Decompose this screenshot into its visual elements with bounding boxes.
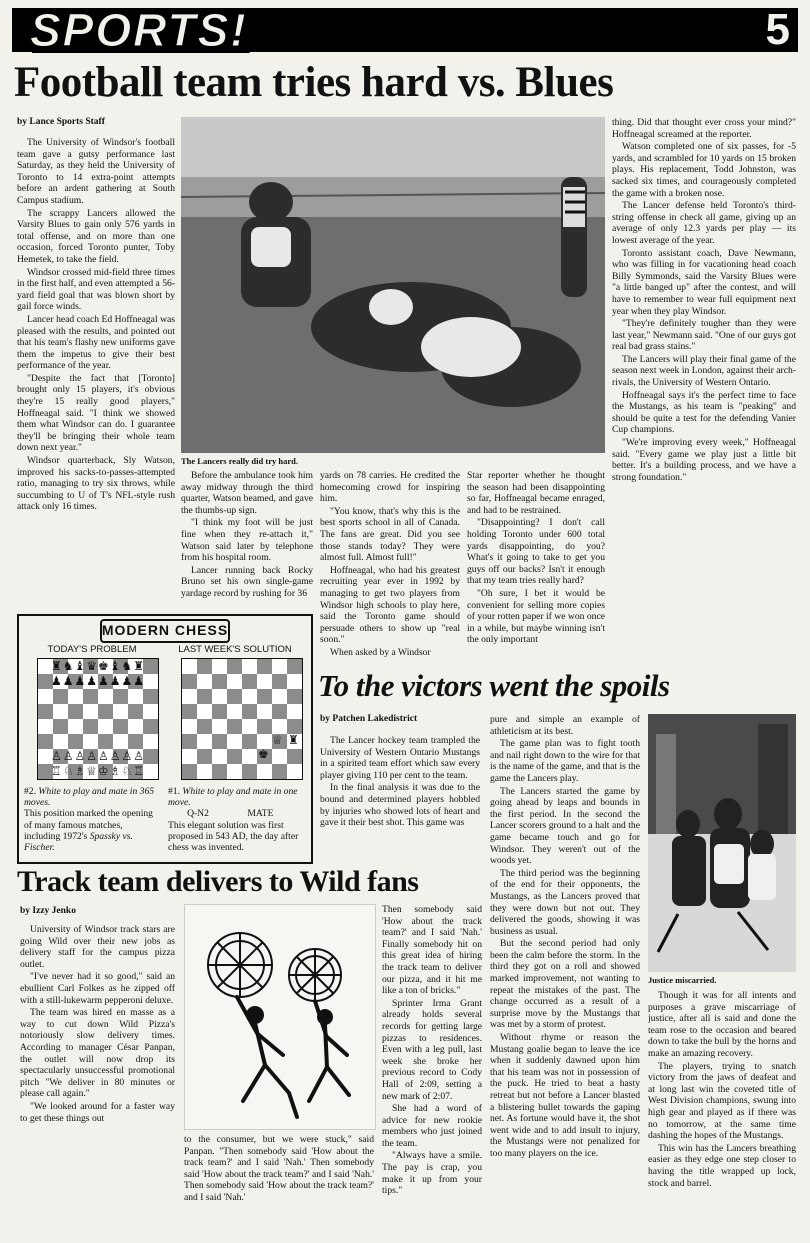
paragraph: "You know, that's why this is the best sports school in all of Canada. The fans are great. Did you see those stands today? They were almost full. Almost full!" <box>320 505 460 564</box>
solution-statement: White to play and mate in one move. <box>168 786 298 809</box>
paragraph: yards on 78 carries. He credited the homecoming crowd for inspiring him. <box>320 470 460 505</box>
paragraph: Though it was for all intents and purposes a grave miscarriage of justice, after all is said and done the team rose to the occasion and beared down to take the bull by the horns and make an amazing recovery. <box>648 990 796 1059</box>
solution-mate: MATE <box>247 808 274 820</box>
section-title: SPORTS! <box>30 4 248 56</box>
last-week-label: LAST WEEK'S SOLUTION <box>178 644 292 655</box>
white-pawns: ♙♙♙♙♙♙♙♙ <box>50 749 146 763</box>
paragraph: The game plan was to fight tooth and nail right down to the wire for that is the name of the game, and that is the game the Lancers play. <box>490 738 640 784</box>
hockey-photo-caption: Justice miscarried. <box>648 975 717 985</box>
paragraph: The University of Windsor's football team gave a gutsy performance last Saturday, as they held the University of Toronto to 14 extra-point attempts before an ardent gathering at South Campus stadium. <box>17 137 175 206</box>
paragraph: "Oh sure, I bet it would be convenient for selling more copies of your rotten paper if we won once in a while, but maybe winning isn't the only important <box>467 587 605 646</box>
paragraph: This win has the Lancers breathing easier as they edge one step closer to having the title wrapped up lock, stock and barrel. <box>648 1142 796 1189</box>
problem-statement: White to play and mate in 365 moves. <box>24 786 155 809</box>
hockey-photo-illustration <box>648 714 796 972</box>
paragraph: She had a word of advice for new rookie members who just joined the team. <box>382 1103 482 1149</box>
solution-note: This elegant solution was first proposed in 543 AD, the day after chess was invented. <box>168 819 299 854</box>
paragraph: The scrappy Lancers allowed the Varsity Blues to gain only 576 yards in total offense, and on more than one occasion, forced Toronto punter, Toby Hemetek, to take the field. <box>17 207 175 265</box>
paragraph: Then somebody said 'How about the track team?' and I said 'Nah.' Finally somebody hit on this great idea of hiring the track team to deliver our pizza, and it hit me like a ton of bricks." <box>382 904 482 997</box>
paragraph: Windsor crossed mid-field three times in the first half, and even attempted a 56-yard field goal that was blown short by gail force winds. <box>17 266 175 313</box>
paragraph: Star reporter whether he thought the season had been disappointing so far, Hoffneagal became enraged, and had to be restrained. <box>467 470 605 516</box>
paragraph: The third period was the beginning of the end for their opponents, the Mustangs, as the Lancers proved that they were down but not out. They delivered the goods, showing it was business as usual. <box>490 867 640 937</box>
track-column-1 <box>20 924 175 1238</box>
football-photo-caption: The Lancers really did try hard. <box>181 456 298 466</box>
hockey-photo <box>648 714 796 972</box>
football-column-3 <box>320 470 460 660</box>
paragraph: In the final analysis it was due to the bound and determined players hobbled by injuries who showed lots of heart and gave it their best shot. This game was <box>320 782 480 829</box>
paragraph: Hoffneagal says it's the perfect time to face the Mustangs, as his team is "peaking" and should be quite a test for the defending Vanier Cup champions. <box>612 389 796 436</box>
todays-problem-text <box>24 786 159 853</box>
football-photo-illustration <box>181 117 605 453</box>
paragraph: Hoffneagal, who had his greatest recruiting year ever in 1992 by managing to get two players from Windsor high schools to play here, said the Toronto game should persuade others to show up "real soon." <box>320 564 460 646</box>
paragraph: Without rhyme or reason the Mustang goalie began to leave the ice when it suddenly dawned upon him that his team was not in possession of the puck. He tried to beat a hasty retreat but not before a Lancer blasted a blistering bullet towards the gaping net. As fortune would have it, the shot went wide and to add insult to injury, the Mustangs were not penalized for too many players on the ice. <box>490 1032 640 1159</box>
football-column-4 <box>467 470 605 662</box>
paragraph: "I think my foot will be just fine when they re-attach it," Watson said later by telephone from his hospital room. <box>181 517 313 564</box>
football-photo <box>181 117 605 453</box>
todays-problem-board <box>37 658 159 780</box>
football-column-5 <box>612 117 796 662</box>
football-column-2 <box>181 470 313 610</box>
football-headline: Football team tries hard vs. Blues <box>14 59 614 106</box>
hockey-column-1 <box>320 735 480 860</box>
chess-piece-black-rook: ♜ <box>288 733 299 747</box>
paragraph: University of Windsor track stars are going Wild over their new jobs as delivery staff for the campus pizza outlet. <box>20 924 175 970</box>
hockey-column-2 <box>490 714 640 1238</box>
paragraph: Windsor quarterback, Sly Watson, improved his sacks-to-passes-attempted ratio, managing to try six throws, while succumbing to U of T's NFL-style rush attack only 16 times. <box>17 455 175 513</box>
track-runners-illustration <box>184 904 376 1130</box>
paragraph: Before the ambulance took him away midway through the third quarter, Watson beamed, and gave the thumbs-up sign. <box>181 470 313 516</box>
track-byline: by Izzy Jenko <box>20 906 76 916</box>
paragraph: Toronto assistant coach, Dave Newmann, who was filling in for vacationing head coach Billy Symmonds, said the Varsity Blues were "a little banged up" after the contest, and will have to remember to wear full equipment next year when they play Windsor. <box>612 247 796 317</box>
paragraph: The players, trying to snatch victory from the jaws of deafeat and at long last win the coveted title of West Division champions, swung into high gear and played as if there was no tomorrow, at the same time dashing the hopes of the Mustangs. <box>648 1060 796 1142</box>
todays-problem-label: TODAY'S PROBLEM <box>47 644 137 655</box>
hockey-headline: To the victors went the spoils <box>318 668 670 703</box>
paragraph: "They're definitely tougher than they were last year," Newmann said. "One of our guys got real bad grass stains." <box>612 318 796 353</box>
solution-number: #1. <box>168 786 180 797</box>
last-week-solution-text <box>168 786 303 853</box>
paragraph: "Disappointing? I don't call holding Toronto under 600 total yards disappointing, do you? What's it going to take to get you guys off our backs? Isn't it enough that my team tries really hard? <box>467 517 605 587</box>
last-week-board <box>181 658 303 780</box>
paragraph: But the second period had only been the calm before the storm. In the third they got on a roll and showed marked improvement, not wanting to repeat the mistakes of the past. The change occurred as a result of a surprise move by the Mustangs that was met by a storm of protest. <box>490 938 640 1031</box>
track-headline: Track team delivers to Wild fans <box>17 865 419 898</box>
hockey-byline: by Patchen Lakedistrict <box>320 714 418 724</box>
paragraph: "Always have a smile. The pay is crap, you make it up from your tips." <box>382 1150 482 1197</box>
chess-piece-black-king: ♚ <box>258 747 269 761</box>
football-byline: by Lance Sports Staff <box>17 117 105 127</box>
solution-move: Q-N2 <box>187 808 209 820</box>
problem-number: #2. <box>24 786 36 797</box>
paragraph: to the consumer, but we were stuck," said Panpan. "Then somebody said 'How about the track team?' and I said 'Nah.' Then somebody said 'How about the track team?' and I said 'Nah.' Then somebody said 'How about the track team?' and I said 'Nah.' <box>184 1134 374 1203</box>
hockey-column-3 <box>648 990 796 1238</box>
paragraph: "Despite the fact that [Toronto] brought only 15 players, it's obvious they're 15 really good players," Hoffneagal said. "I think we showed them what Windsor can do. I guarantee they'll be bringing their whole team down next year." <box>17 372 175 454</box>
paragraph: "We're improving every week," Hoffneagal said. "Every game we play just a little bit better. It's a building process, and we have a strong foundation." <box>612 437 796 483</box>
runners-with-pizzas-drawing <box>185 905 375 1129</box>
black-back-rank: ♜♞♝♛♚♝♞♜ <box>50 659 146 673</box>
chess-piece-white-queen: ♕ <box>272 733 283 747</box>
paragraph: The team was hired en masse as a way to cut down Wild Pizza's notoriously slow delivery times. According to manager César Panpan, the outlet will now drop its spectacularly unsuccessful promotional pitch "We deliver in 80 minutes or please call again." <box>20 1007 175 1100</box>
paragraph: pure and simple an example of athleticism at its best. <box>490 714 640 737</box>
problem-note-match: Spassky vs. Fischer. <box>24 830 133 854</box>
black-pawns: ♟♟♟♟♟♟♟♟ <box>50 674 146 688</box>
paragraph: Lancer running back Rocky Bruno set his own single-game yardage record by rushing for 36 <box>181 564 313 599</box>
paragraph: When asked by a Windsor <box>330 646 431 658</box>
football-column-1 <box>17 137 175 609</box>
paragraph: The Lancer hockey team trampled the University of Western Ontario Mustangs in a spirited team effort which saw every player giving 110 per cent to the team. <box>320 735 480 781</box>
paragraph: Lancer head coach Ed Hoffneagal was pleased with the results, and pointed out that his team's flashy new uniforms gave them the impetus to give their best performance of the year. <box>17 313 175 372</box>
paragraph: The Lancers will play their final game of the season next week in London, against their arch-rivals, the University of Western Ontario. <box>612 353 796 389</box>
paragraph: Watson completed one of six passes, for -5 yards, and scrambled for 10 yards on 15 broken plays. His replacement, Todd Johnston, was sacked six times, and courageously completed the game with a broken nose. <box>612 141 796 199</box>
track-column-3 <box>382 904 482 1238</box>
white-back-rank: ♖♘♗♕♔♗♘♖ <box>50 764 146 778</box>
paragraph: The Lancers started the game by going ahead by leaps and bounds in the first period. In the second the Lancer scorers ground to a halt and the game became touch and go for Windsor. They weren't out of the woods yet. <box>490 785 640 867</box>
page-number: 5 <box>765 5 790 54</box>
paragraph: Sprinter Irma Grant already holds several records for getting large pizzas to residences. Even with a leg pull, last week she broke her previous record to Cody Hall of 2:09, setting a new mark of 2:07. <box>382 997 482 1102</box>
chess-title: MODERN CHESS <box>101 622 229 638</box>
paragraph: The Lancer defense held Toronto's third-string offense in check all game, giving up an average of only 12.3 yards per play — its lowest average of the year. <box>612 200 796 246</box>
paragraph: "I've never had it so good," said an ebullient Carl Folkes as he zipped off with a still-lukewarm pepperoni deluxe. <box>20 971 175 1006</box>
paragraph: thing. Did that thought ever cross your mind?" Hoffneagal screamed at the reporter. <box>612 117 796 140</box>
problem-note: This position marked the opening of many famous matches, including 1972's <box>24 808 153 842</box>
paragraph: "We looked around for a faster way to get these things out <box>20 1100 175 1124</box>
track-column-2 <box>184 1134 374 1238</box>
